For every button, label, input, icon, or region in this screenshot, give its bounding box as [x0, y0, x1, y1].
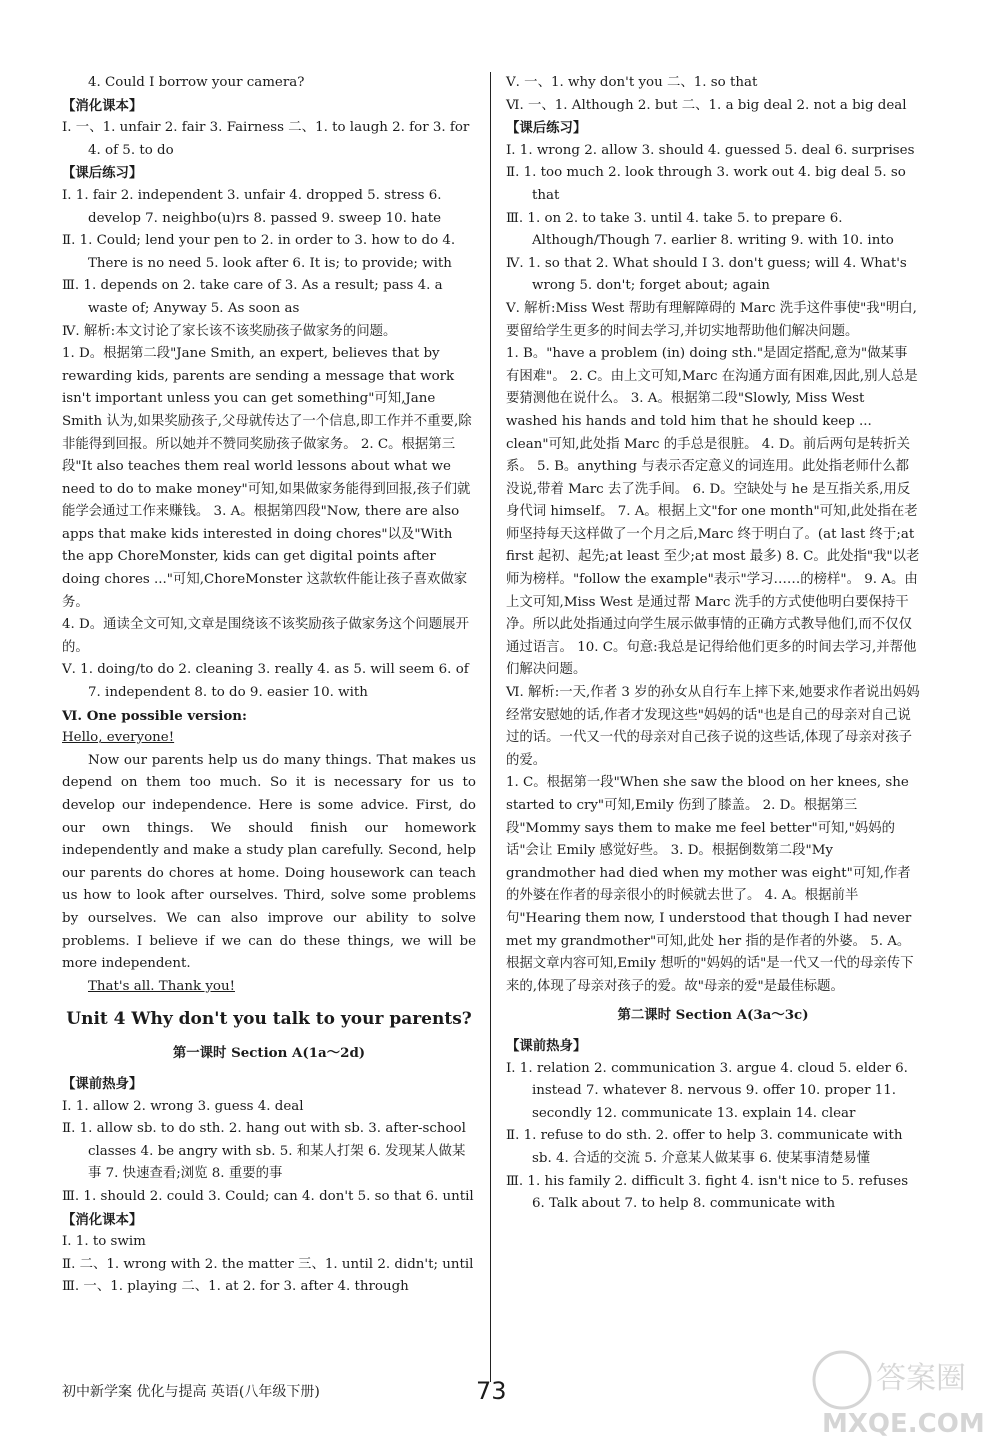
answer-line: Ⅰ. 1. to swim	[62, 1234, 146, 1250]
right-column	[506, 72, 920, 1216]
answer-line: Ⅱ. 1. allow sb. to do sth. 2. hang out with sb. 3. after-school classes 4. be angry with sb. 5. 和某人打架 6. 发现某人做某事 7. 快速查看;浏览 8. 重要的事	[62, 1121, 466, 1182]
answer-line: Ⅵ. 解析:一天,作者 3 岁的孙女从自行车上摔下来,她要求作者说出妈妈经常安慰她的话,作者才发现这些"妈妈的话"也是自己的母亲对自己说过的话。一代又一代的母亲对自己孩子说的这些话,体现了母亲对孩子的爱。	[506, 685, 920, 768]
answer-line: Ⅵ. One possible version:	[62, 707, 247, 724]
left-column	[62, 72, 476, 1299]
answer-line: 1. B。"have a problem (in) doing sth."是固定搭配,意为"做某事有困难"。 2. C。由上文可知,Marc 在沟通方面有困难,因此,别人总是要猜测他在说什么。 3. A。根据第二段"Slowly, Miss West washed his hands and told him that he should keep ... clean"可知,此处指 Marc 的手总是很脏。 4. D。前后两句是转折关系。 5. B。anything 与表示否定意义的词连用。此处指老师什么都没说,带着 Marc 去了洗手间。 6. D。空缺处与 he 是互指关系,用反身代词 himself。 7. A。根据上文"for one month"可知,此处指在老师坚持每天这样做了一个月之后,Marc 终于明白了。(at last 终于;at first 起初、起先;at least 至少;at most 最多) 8. C。此处指"我"以老师为榜样。"follow the example"表示"学习……的榜样"。 9. A。由上文可知,Miss West 是通过帮 Marc 洗手的方式使他明白要保持干净。所以此处指通过向学生展示做事情的正确方式教导他们,而不仅仅通过语言。 10. C。句意:我总是记得给他们更多的时间去学习,并帮他们解决问题。	[506, 346, 920, 678]
answer-line: 【课后练习】	[62, 165, 143, 182]
answer-line: 第二课时 Section A(3a～3c)	[617, 1007, 809, 1024]
answer-line: Ⅴ. 1. doing/to do 2. cleaning 3. really 4. as 5. will seem 6. of 7. independent 8. to do 9. easier 10. with	[62, 662, 469, 701]
answer-line: Ⅳ. 1. so that 2. What should I 3. don't guess; will 4. What's wrong 5. don't; forget about; again	[506, 255, 907, 294]
answer-line: Unit 4 Why don't you talk to your parents?	[66, 1009, 472, 1030]
answer-line: 4. Could I borrow your camera?	[88, 75, 305, 90]
watermark-url: MXQE.COM	[822, 1409, 985, 1439]
answer-line: Now our parents help us do many things. That makes us depend on them too much. So it is necessary for us to develop our independence. Here is some advice. First, do our own things. We should finish our homework independently and make a study plan carefully. Second, help our parents do chores at home. Doing housework can teach us how to look after ourselves. Third, solve some problems by ourselves. We can also improve our ability to solve problems. I believe if we can do these things, we will be more independent.	[62, 752, 476, 972]
answer-line: 1. D。根据第二段"Jane Smith, an expert, believes that by rewarding kids, parents are sending a message that work isn't important unless you can get something"可知,Jane Smith 认为,如果奖励孩子,父母就传达了一个信息,即工作并不重要,除非能得到回报。所以她并不赞同奖励孩子做家务。 2. C。根据第三段"It also teaches them real world lessons about what we need to do to make money"可知,如果做家务能得到回报,孩子们就能学会通过工作来赚钱。 3. A。根据第四段"Now, there are also apps that make kids interested in doing chores"以及"With the app ChoreMonster, kids can get digital points after doing chores ..."可知,ChoreMonster 这款软件能让孩子喜欢做家务。	[62, 346, 472, 610]
answer-line: Ⅰ. 1. fair 2. independent 3. unfair 4. dropped 5. stress 6. develop 7. neighbo(u)rs 8. passed 9. sweep 10. hate	[62, 187, 442, 226]
answer-line: Ⅴ. 一、1. why don't you 二、1. so that	[506, 75, 758, 90]
answer-line: 【课前热身】	[62, 1075, 143, 1092]
answer-line: 4. D。通读全文可知,文章是围绕该不该奖励孩子做家务这个问题展开的。	[62, 617, 469, 655]
answer-line: Ⅱ. 二、1. wrong with 2. the matter 三、1. until 2. didn't; until	[62, 1256, 474, 1272]
answer-line: Ⅲ. 1. should 2. could 3. Could; can 4. don't 5. so that 6. until	[62, 1188, 474, 1204]
answer-line: 【消化课本】	[62, 97, 143, 114]
answer-line: Ⅵ. 一、1. Although 2. but 二、1. a big deal 2. not a big deal	[506, 97, 907, 113]
answer-line: Ⅳ. 解析:本文讨论了家长该不该奖励孩子做家务的问题。	[62, 323, 397, 339]
answer-line: Ⅰ. 1. relation 2. communication 3. argue 4. cloud 5. elder 6. instead 7. whatever 8. nervous 9. offer 10. proper 11. secondly 12. communicate 13. explain 14. clear	[506, 1060, 908, 1121]
answer-line: Ⅰ. 1. allow 2. wrong 3. guess 4. deal	[62, 1098, 304, 1114]
answer-line: Ⅰ. 一、1. unfair 2. fair 3. Fairness 二、1. to laugh 2. for 3. for 4. of 5. to do	[62, 120, 470, 158]
answer-line: Ⅲ. 1. depends on 2. take care of 3. As a result; pass 4. a waste of; Anyway 5. As soon as	[62, 278, 443, 316]
book-title: 初中新学案 优化与提高 英语(八年级下册)	[62, 1384, 320, 1400]
watermark-text: 答案圈	[876, 1361, 966, 1396]
answer-line: 【课前热身】	[506, 1037, 587, 1054]
answer-line: Ⅱ. 1. too much 2. look through 3. work out 4. big deal 5. so that	[506, 165, 906, 203]
answer-line: Ⅴ. 解析:Miss West 帮助有理解障碍的 Marc 洗手这件事使"我"明白,要留给学生更多的时间去学习,并切实地帮助他们解决问题。	[506, 300, 917, 339]
answer-line: Ⅰ. 1. wrong 2. allow 3. should 4. guessed 5. deal 6. surprises	[506, 142, 915, 158]
watermark-logo	[802, 1340, 998, 1440]
answer-line: 第一课时 Section A(1a～2d)	[172, 1045, 366, 1062]
page-number: 73	[476, 1377, 507, 1405]
answer-line: Ⅱ. 1. refuse to do sth. 2. offer to help 3. communicate with sb. 4. 合适的交流 5. 介意某人做某事 6. 使某事清楚易懂	[506, 1128, 903, 1166]
answer-line: Ⅲ. 1. on 2. to take 3. until 4. take 5. to prepare 6. Although/Though 7. earlier 8. writing 9. with 10. into	[506, 210, 894, 249]
answer-line: 1. C。根据第一段"When she saw the blood on her knees, she started to cry"可知,Emily 伤到了膝盖。 2. D。根据第三段"Mommy says them to make me feel better"可知,"妈妈的话"会让 Emily 感觉好些。 3. D。根据倒数第二段"My grandmother had died when my mother was eight"可知,作者的外婆在作者的母亲很小的时候就去世了。 4. A。根据前半句"Hearing them now, I understood that though I had never met my grandmother"可知,此处 her 指的是作者的外婆。 5. A。根据文章内容可知,Emily 想听的"妈妈的话"是一代又一代的母亲传下来的,体现了母亲对孩子的爱。故"母亲的爱"是最佳标题。	[506, 775, 914, 994]
answer-line: Ⅲ. 一、1. playing 二、1. at 2. for 3. after 4. through	[62, 1279, 409, 1295]
answer-line: Ⅱ. 1. Could; lend your pen to 2. in order to 3. how to do 4. There is no need 5. look after 6. It is; to provide; with	[62, 233, 456, 271]
column-divider	[490, 72, 491, 1382]
answer-line: That's all. Thank you!	[88, 978, 235, 994]
answer-line: Hello, everyone!	[62, 730, 175, 746]
answer-line: 【课后练习】	[506, 120, 587, 137]
answer-line: Ⅲ. 1. his family 2. difficult 3. fight 4. isn't nice to 5. refuses 6. Talk about 7. to help 8. communicate with	[506, 1173, 909, 1212]
answer-line: 【消化课本】	[62, 1211, 143, 1228]
